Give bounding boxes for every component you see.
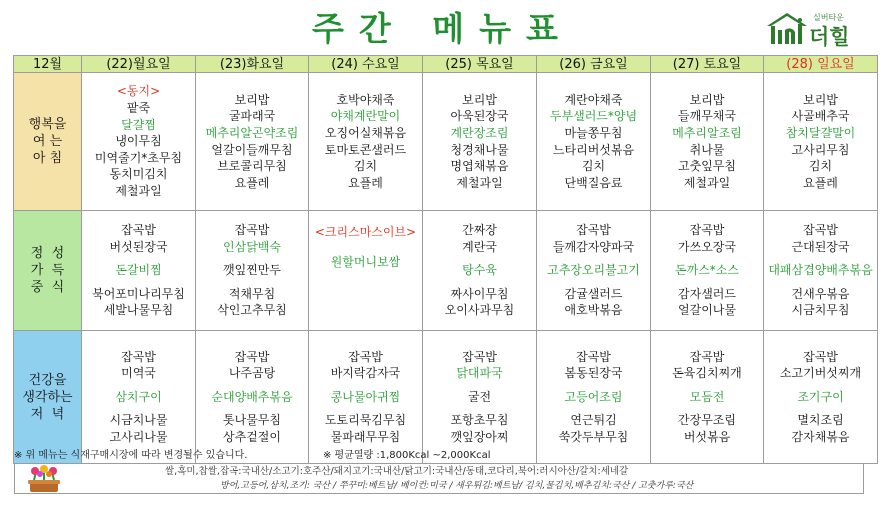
meal-label-line: 생각하는 xyxy=(22,389,73,405)
menu-item: 단백질음료 xyxy=(564,175,623,190)
main-dish-item: 원할머니보쌈 xyxy=(330,255,401,270)
main-dish-item: 야채계란말이 xyxy=(330,109,401,124)
menu-cell-items xyxy=(764,349,877,446)
menu-item: 잡곡밥 xyxy=(576,349,611,364)
house-logo-icon xyxy=(765,10,809,46)
menu-cell-items xyxy=(196,349,308,446)
menu-cell xyxy=(764,73,878,211)
main-dish-item: 돈까스*소스 xyxy=(675,263,739,278)
menu-cell xyxy=(651,73,764,211)
menu-item: 버섯볶음 xyxy=(683,429,731,444)
meal-label-line: 아 침 xyxy=(32,151,63,166)
main-dish-item: 콩나물아귀찜 xyxy=(330,389,401,404)
menu-cell xyxy=(764,211,878,331)
origin-box xyxy=(14,463,864,494)
menu-item: 고사리나물 xyxy=(109,429,168,444)
menu-item: 시금치나물 xyxy=(109,413,168,428)
menu-item: 톳나물무침 xyxy=(223,413,281,428)
menu-item: 요플레 xyxy=(803,175,838,190)
menu-item: 쑥갓두부무침 xyxy=(558,429,629,444)
menu-item: 팥죽 xyxy=(126,101,151,116)
menu-item: 김치 xyxy=(581,159,606,174)
menu-item: 김치 xyxy=(808,159,833,174)
menu-item: 버섯된장국 xyxy=(109,239,168,254)
menu-cell xyxy=(196,73,309,211)
main-dish-item: 돈갈비찜 xyxy=(115,263,162,278)
menu-item: 도토리묵김무침 xyxy=(324,413,407,428)
menu-item: 제철과일 xyxy=(683,175,731,190)
menu-item: 잡곡밥 xyxy=(348,349,383,364)
menu-item: 가쓰오장국 xyxy=(678,239,736,254)
menu-item: 깻잎찐만두 xyxy=(223,263,281,278)
main-dish-item: 고추장오리불고기 xyxy=(547,263,640,278)
breakfast-row xyxy=(14,73,878,211)
menu-cell-items xyxy=(651,92,763,192)
main-dish-item: 모듬전 xyxy=(689,389,725,404)
menu-item: 잡곡밥 xyxy=(803,349,838,364)
menu-cell-items xyxy=(764,222,877,319)
menu-item: 마늘쫑무침 xyxy=(564,125,623,140)
menu-change-note: ※ 위 메뉴는 식재구매시장에 따라 변경될수 있습니다. xyxy=(14,450,248,461)
special-day-label: <동지> xyxy=(116,84,161,99)
menu-cell-items xyxy=(537,349,650,446)
main-dish-item: 고등어조림 xyxy=(564,389,623,404)
menu-cell-items xyxy=(423,222,536,319)
menu-item: 명엽채볶음 xyxy=(450,159,509,174)
menu-cell xyxy=(423,73,537,211)
menu-cell xyxy=(82,73,196,211)
special-day-label: <크리스마스이브> xyxy=(314,224,417,239)
menu-item: 계란국 xyxy=(462,239,497,254)
menu-cell xyxy=(309,331,423,464)
menu-item: 감자채볶음 xyxy=(791,429,850,444)
menu-item: 적채무침 xyxy=(228,286,276,301)
menu-cell xyxy=(82,211,196,331)
main-dish-item: 참치달걀말이 xyxy=(785,125,856,140)
main-dish-item: 삼치구이 xyxy=(115,389,162,404)
menu-item: 감자샐러드 xyxy=(678,286,736,301)
weekly-menu-table xyxy=(13,55,878,464)
menu-cell-items xyxy=(651,222,763,319)
menu-item: 잡곡밥 xyxy=(121,223,156,238)
menu-cell-items xyxy=(82,349,195,446)
menu-item: 미역줄기*초무침 xyxy=(94,150,183,165)
menu-cell-items xyxy=(82,83,195,199)
menu-cell-items xyxy=(82,222,195,319)
menu-item: 짜사이무침 xyxy=(450,286,509,301)
menu-item: 느타리버섯볶음 xyxy=(552,142,635,157)
menu-item: 보리밥 xyxy=(462,92,497,107)
menu-cell xyxy=(82,331,196,464)
menu-item: 아욱된장국 xyxy=(450,109,509,124)
month-header: 12월 xyxy=(14,56,82,73)
menu-item: 고사리무침 xyxy=(791,142,850,157)
menu-item: 사골배추국 xyxy=(791,109,850,124)
menu-item: 토마토콘샐러드 xyxy=(324,142,407,157)
menu-item: 제철과일 xyxy=(115,183,162,198)
day-header: (24) 수요일 xyxy=(309,56,423,73)
day-header: (25) 목요일 xyxy=(423,56,537,73)
menu-item: 감귤샐러드 xyxy=(564,286,623,301)
menu-cell-items xyxy=(651,349,763,446)
page-title: 주간 메뉴표 xyxy=(312,9,573,48)
menu-item: 취나물 xyxy=(689,142,725,157)
menu-cell xyxy=(537,331,651,464)
day-header-sunday: (28) 일요일 xyxy=(764,56,878,73)
menu-item: 제철과일 xyxy=(456,175,503,190)
main-dish-item: 두부샐러드*양념 xyxy=(549,109,638,124)
menu-item: 오이사과무침 xyxy=(444,303,515,318)
menu-item: 깻잎장아찌 xyxy=(450,429,509,444)
menu-cell xyxy=(764,331,878,464)
menu-cell xyxy=(423,331,537,464)
header-row xyxy=(14,56,878,73)
day-header: (23)화요일 xyxy=(196,56,309,73)
menu-item: 잡곡밥 xyxy=(803,223,838,238)
menu-item: 간짜장 xyxy=(462,223,497,238)
meal-label-line: 정 성 xyxy=(30,246,65,261)
menu-item: 잡곡밥 xyxy=(121,349,156,364)
footer-notes xyxy=(14,449,884,463)
menu-item: 보리밥 xyxy=(689,92,725,107)
menu-item: 호박야채죽 xyxy=(336,92,395,107)
main-dish-item: 닭대파국 xyxy=(456,366,503,381)
menu-item: 냉이무침 xyxy=(115,134,162,149)
menu-item: 시금치무침 xyxy=(791,303,850,318)
menu-item: 잡곡밥 xyxy=(234,349,270,364)
logo-subtitle: 실버타운 xyxy=(813,13,844,22)
menu-item: 잡곡밥 xyxy=(234,223,270,238)
meal-label-line: 여 는 xyxy=(32,134,63,149)
menu-cell xyxy=(537,211,651,331)
menu-item: 브로콜리무침 xyxy=(217,159,287,174)
menu-item: 들깨감자양파국 xyxy=(552,239,635,254)
main-dish-item: 계란장조림 xyxy=(450,125,509,140)
origin-info-line1: 쌀,흑미,찹쌀,잡곡:국내산/소고기:호주산/돼지고기:국내산/닭고기:국내산/동태,코다리,북어:러시아산/갈치:세네갈 xyxy=(165,466,629,477)
main-dish-item: 탕수육 xyxy=(462,263,497,278)
menu-cell-items xyxy=(423,349,536,446)
menu-item: 소고기버섯찌개 xyxy=(779,366,862,381)
menu-item: 보리밥 xyxy=(234,92,270,107)
menu-cell-items xyxy=(309,92,422,192)
meal-label-line: 건강을 xyxy=(28,372,67,388)
main-dish-item: 순대양배추볶음 xyxy=(211,389,293,404)
menu-item: 들깨무채국 xyxy=(678,109,736,124)
menu-cell xyxy=(196,211,309,331)
menu-cell-items xyxy=(423,92,536,192)
calorie-note: ※ 평균열량 :1,800Kcal ~2,000Kcal xyxy=(323,450,491,461)
meal-label xyxy=(14,331,82,464)
menu-item: 미역국 xyxy=(121,366,156,381)
menu-item: 간장무조림 xyxy=(678,413,736,428)
menu-cell xyxy=(651,331,764,464)
day-header: (26) 금요일 xyxy=(537,56,651,73)
menu-item: 요플레 xyxy=(348,175,383,190)
menu-item: 고춧잎무침 xyxy=(678,159,736,174)
main-dish-item: 메추리알조림 xyxy=(672,125,742,140)
menu-cell xyxy=(309,211,423,331)
menu-cell-items xyxy=(196,92,308,192)
menu-item: 얼갈이나물 xyxy=(678,303,736,318)
menu-item: 동치미김치 xyxy=(109,167,168,182)
menu-item: 계란야채죽 xyxy=(564,92,623,107)
menu-item: 연근튀김 xyxy=(570,413,617,428)
menu-cell xyxy=(196,331,309,464)
menu-item: 봄동된장국 xyxy=(564,366,623,381)
meal-label-line: 중 식 xyxy=(30,280,65,295)
menu-item: 잡곡밥 xyxy=(462,349,497,364)
menu-item: 북어포미나리무침 xyxy=(92,286,185,301)
dinner-row xyxy=(14,331,878,464)
menu-item: 삭인고추무침 xyxy=(217,303,287,318)
menu-item: 오징어실채볶음 xyxy=(324,125,407,140)
menu-item: 굴파래국 xyxy=(228,109,276,124)
menu-cell-items xyxy=(764,92,877,192)
menu-item: 청경채나물 xyxy=(450,142,509,157)
menu-item: 애호박볶음 xyxy=(564,303,623,318)
menu-cell xyxy=(651,211,764,331)
menu-cell-items xyxy=(537,222,650,319)
menu-cell xyxy=(309,73,423,211)
day-header: (27) 토요일 xyxy=(651,56,764,73)
menu-item: 굴전 xyxy=(467,389,492,404)
lunch-row xyxy=(14,211,878,331)
meal-label-line: 저 녁 xyxy=(30,406,65,422)
menu-item: 잡곡밥 xyxy=(689,349,725,364)
main-dish-item: 조기구이 xyxy=(797,389,844,404)
menu-item: 물파래무무침 xyxy=(330,429,401,444)
menu-item: 잡곡밥 xyxy=(689,223,725,238)
menu-cell-items xyxy=(196,222,308,319)
meal-label-line: 행복을 xyxy=(28,117,67,132)
main-dish-item: 인삼닭백숙 xyxy=(223,239,281,254)
menu-cell xyxy=(423,211,537,331)
menu-item: 포항초무침 xyxy=(450,413,509,428)
menu-cell-items xyxy=(537,92,650,192)
menu-item: 멸치조림 xyxy=(797,413,844,428)
menu-cell-items xyxy=(309,216,422,326)
main-dish-item: 메추리알곤약조림 xyxy=(205,125,299,140)
menu-item: 근대된장국 xyxy=(791,239,850,254)
meal-label-line: 가 득 xyxy=(30,263,65,278)
brand-logo xyxy=(765,8,875,50)
menu-item: 세발나물무침 xyxy=(103,303,174,318)
meal-label xyxy=(14,211,82,331)
main-dish-item: 대패삼겹양배추볶음 xyxy=(768,263,873,278)
flower-pot-icon xyxy=(20,464,68,494)
main-dish-item: 달걀찜 xyxy=(121,117,156,132)
menu-item: 잡곡밥 xyxy=(576,223,611,238)
menu-item: 돈육김치찌개 xyxy=(672,366,742,381)
origin-info-line2: 방어,고등어,삼치,조기: 국산 / 쭈꾸미:베트남/ 베이컨:미국 / 새우튀김:베트남/ 김치,물김치,배추김치:국산 / 고춧가루:국산 xyxy=(220,481,694,491)
menu-cell xyxy=(537,73,651,211)
menu-item: 보리밥 xyxy=(803,92,838,107)
logo-name: 더힐 xyxy=(809,25,850,49)
menu-cell-items xyxy=(309,349,422,446)
menu-item: 상추겉절이 xyxy=(223,429,281,444)
menu-item: 바지락감자국 xyxy=(330,366,401,381)
day-header: (22)월요일 xyxy=(82,56,196,73)
menu-item: 얼갈이들깨무침 xyxy=(211,142,293,157)
menu-item: 요플레 xyxy=(234,175,270,190)
menu-item: 김치 xyxy=(353,159,378,174)
menu-item: 나주곰탕 xyxy=(228,366,276,381)
meal-label xyxy=(14,73,82,211)
menu-item: 건새우볶음 xyxy=(791,286,850,301)
